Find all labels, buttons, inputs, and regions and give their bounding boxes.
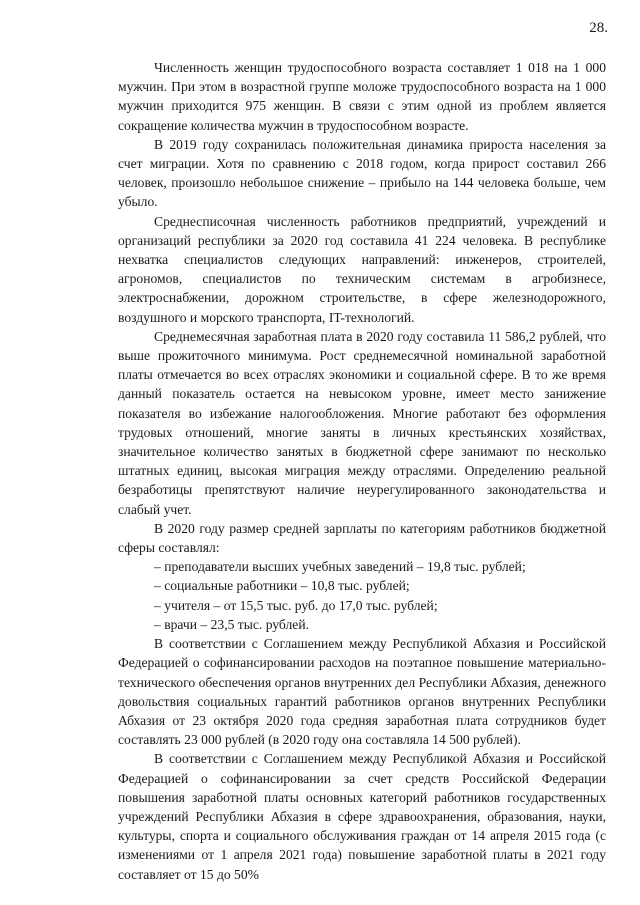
list-item: – преподаватели высших учебных заведений – 19,8 тыс. рублей; xyxy=(154,559,526,575)
paragraph-police-agreement: В соответствии с Соглашением между Республикой Абхазия и Российской Федерацией о софинансировании расходов на поэтапное повышение материально-технического обеспечения органов внутренних дел Республики Абхазия, денежного довольствия социальных гарантий работников органов внутренних Республики Абхазия от 23 октября 2020 года средняя заработная плата сотрудников будет составлять 23 000 рублей (в 2020 году она составляла 14 500 рублей). xyxy=(118,636,606,748)
document-body xyxy=(118,58,606,884)
paragraph-average-salary: Среднемесячная заработная плата в 2020 году составила 11 586,2 рублей, что выше прожиточного минимума. Рост среднемесячной номинальной заработной платы отмечается во всех отраслях экономики и социальной сфере. В то же время данный показатель остается на невысоком уровне, имеет место занижение показателя во избежание налогообложения. Многие работают без оформления трудовых отношений, многие заняты в личных крестьянских хозяйствах, значительное количество занятых в бюджетной сфере занимают по несколько штатных единиц, высокая миграция между отраслями. Определению реальной безработицы препятствуют наличие неурегулированного законодательства и слабый учет. xyxy=(118,328,606,517)
paragraph-employees: Среднесписочная численность работников предприятий, учреждений и организаций республики за 2020 год составила 41 224 человека. В республике нехватка специалистов следующих направлений: инженеров, строителей, агрономов, специалистов по техническим системам в агробизнесе, электроснабжении, дорожном строительстве, в сфере железнодорожного, воздушного и морского транспорта, IT-технологий. xyxy=(118,213,606,325)
list-item: – врачи – 23,5 тыс. рублей. xyxy=(154,616,310,632)
paragraph-women-ratio: Численность женщин трудоспособного возраста составляет 1 018 на 1 000 мужчин. При этом в возрастной группе моложе трудоспособного возраста на 1 000 мужчин приходится 975 женщин. В связи с этим одной из проблем является сокращение количества мужчин в трудоспособном возрасте. xyxy=(118,60,606,133)
list-item: – социальные работники – 10,8 тыс. рублей; xyxy=(154,578,410,594)
list-item: – учителя – от 15,5 тыс. руб. до 17,0 тыс. рублей; xyxy=(154,597,438,613)
salary-list xyxy=(118,557,606,634)
page-number: 28. xyxy=(589,20,608,36)
paragraph-migration: В 2019 году сохранилась положительная динамика прироста населения за счет миграции. Хотя по сравнению с 2018 годом, когда прирост составил 266 человек, произошло небольшое снижение – прибыло на 144 человека больше, чем убыло. xyxy=(118,136,606,210)
paragraph-cofinancing-agreement: В соответствии с Соглашением между Республикой Абхазия и Российской Федерацией о софинансировании за счет средств Российской Федерации повышения заработной платы основных категорий работников государственных учреждений Республики Абхазия в сфере здравоохранения, образования, науки, культуры, спорта и социального обслуживания граждан от 14 апреля 2015 года (с изменениями от 1 апреля 2021 года) повышение заработной платы в 2021 году составляет от 15 до 50% xyxy=(118,751,606,882)
paragraph-budget-salaries-intro: В 2020 году размер средней зарплаты по категориям работников бюджетной сферы составлял: xyxy=(118,520,606,556)
